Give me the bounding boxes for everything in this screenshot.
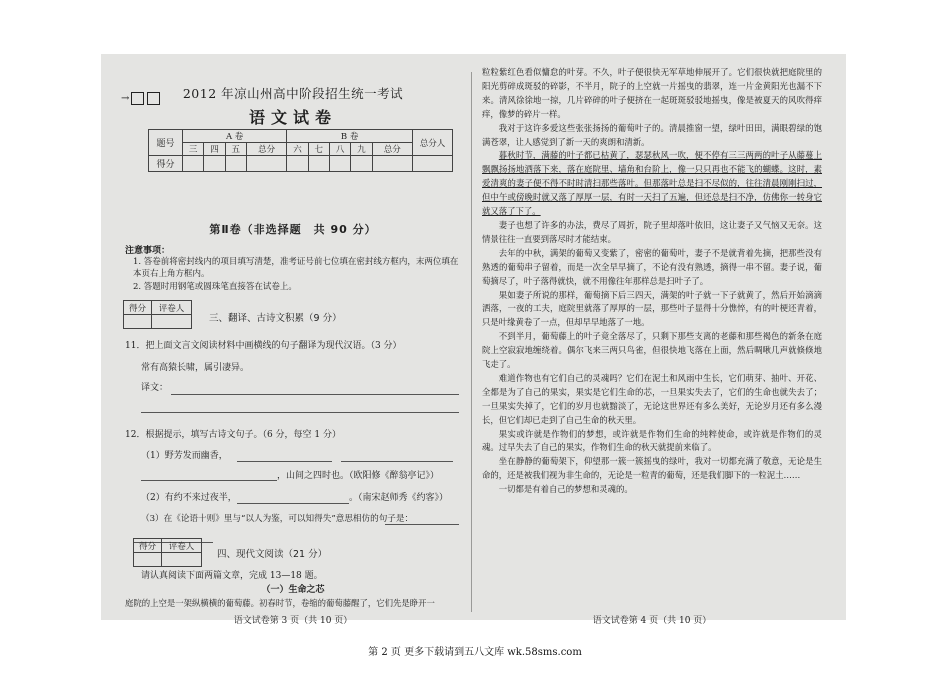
score-table [148, 129, 453, 172]
question-12: 12．根据提示，填写古诗文句子。（6 分，每空 1 分） [125, 430, 341, 440]
section-3-title: 三、翻译、古诗文积累（9 分） [209, 313, 342, 324]
grader-cell [124, 315, 152, 329]
question-12-1a: （1）野芳发而幽香， [141, 451, 228, 461]
page-footer: 语文试卷第 4 页（共 10 页） [592, 616, 712, 626]
score-cell [329, 156, 350, 172]
exam-page-4 [482, 67, 822, 626]
grader-score-label: 得分 [124, 301, 152, 315]
score-row-label: 得分 [149, 156, 183, 172]
question-12-1b: ，山间之四时也。（欧阳修《醉翁亭记》） [277, 471, 440, 481]
score-col: 总分 [246, 143, 286, 156]
page-footer: 语文试卷第 3 页（共 10 页） [233, 616, 353, 626]
question-11-sentence: 常有高猿长啸，属引凄异。 [141, 363, 250, 373]
answer-blank[interactable] [341, 461, 453, 462]
essay-paragraph: 坐在静静的葡萄架下，仰望那一簇一簇摇曳的绿叶，我对一切都充满了敬意，无论是生命的，还是被我们视为非生命的，无论是一粒青的葡萄，还是我们脚下的一粒泥土…… [482, 456, 822, 481]
section-4-title: 四、现代文阅读（21 分） [217, 549, 328, 560]
essay-paragraph-underlined: 暮秋时节，满藤的叶子都已枯黄了，瑟瑟秋风一吹，便不停有三三两两的叶子从藤蔓上飘飘扬扬地洒落下来，落在庭院里、墙角和台阶上，像一只只再也不能飞的蝴蝶。这时，素爱清爽的妻子便不得不时时清扫那些落叶。但那落叶总是扫不尽似的，往往清晨刚刚扫过，但中午或傍晚时就又落了厚厚一层，有时一天扫了五遍，但还总是扫不净，仿佛你一转身它就又落了下了。 [482, 150, 822, 217]
question-number-label: 题号 [149, 130, 183, 156]
essay-paragraph: 去年的中秋，满架的葡萄又变紫了，密密的葡萄叶，妻子不是就背着先摘，把那些没有熟透的葡萄串子留着，而是一次全早早摘了，不论有没有熟透，摘得一串不留。妻子说，葡萄摘尽了，叶子落得就快，就不用像往年那样总是扫叶子了。 [482, 247, 822, 286]
download-caption: 第 2 页 更多下载请到五八文库 wk.58sms.com [368, 647, 582, 658]
note-item: 1. 答卷前将密封线内的项目填写清楚，准考证号前七位填在密封线方框内，末两位填在本页右上角方框内。 [133, 257, 459, 279]
exam-title: 2012 年凉山州高中阶段招生统一考试 [182, 86, 404, 101]
score-col: 八 [329, 143, 350, 156]
volume-a-header: A 卷 [183, 130, 287, 143]
score-col: 三 [183, 143, 204, 156]
paper-title: 语文试卷 [248, 108, 337, 127]
score-cell [413, 156, 453, 172]
essay-1-title: （一）生命之芯 [261, 585, 325, 595]
essay-paragraph: 不到半月，葡萄藤上的叶子竟全落尽了，只剩下那些支离的老藤和那些褐色的新条在庭院上空寂寂地缠绕着。偶尔飞来三两只鸟雀，但很快地飞落在上面，然后啁啾几声就倏倏地飞走了。 [482, 331, 822, 370]
essay-paragraph: 妻子也想了许多的办法，费尽了周折，院子里却落叶依旧，这让妻子又气恼又无奈。这情景往往一直要到落尽时才能结束。 [482, 219, 822, 244]
reading-intro: 请认真阅读下面两篇文章，完成 13—18 题。 [141, 571, 323, 581]
grader-cell [152, 315, 192, 329]
answer-blank[interactable] [141, 480, 277, 481]
score-col: 四 [204, 143, 225, 156]
essay-paragraph: 粒粒紫红色看似慵怠的叶芽。不久，叶子便很快无军草地伸展开了。它们很快就把庭院里的阳光剪碎成斑驳的碎影，不半月，院子的上空就一片摇曳的翡翠，连一片金黄阳光也漏不下来。清风徐徐地一掠，几片碎碎的叶子便挤在一起斑斑驳驳地摇曳，像是被夏天的风吹得痒痒，像梦的碎片一样。 [482, 67, 822, 119]
grader-reviewer-label: 评卷人 [162, 539, 202, 553]
answer-label: 译文： [141, 383, 169, 393]
total-person-header: 总分人 [413, 130, 453, 156]
score-col: 五 [225, 143, 246, 156]
score-cell [351, 156, 372, 172]
essay-paragraph: 果如妻子所说的那样，葡萄摘下后三四天，满架的叶子就一下子就黄了，然后开始滴滴洒落，一夜的工夫，庭院里就落了厚厚的一层，那些叶子显得十分憔悴，有的叶梗还青着，只是叶缘黄卷了一点，但却早早地落了一地。 [482, 289, 822, 328]
essay-body [482, 66, 822, 497]
essay-1-first-line: 庭院的上空是一架纵横横的葡萄藤。初春时节，卷缩的葡萄藤醒了，它们先是睁开一 [125, 598, 435, 608]
score-col: 七 [308, 143, 329, 156]
grader-cell [134, 553, 162, 567]
answer-blank[interactable] [237, 503, 349, 504]
grader-box [123, 300, 192, 329]
volume-b-header: B 卷 [287, 130, 413, 143]
question-12-3: （3）在《论语十则》里与“以人为鉴，可以知得失”意思相仿的句子是： [141, 514, 414, 524]
score-cell [204, 156, 225, 172]
answer-blank[interactable] [237, 461, 332, 462]
essay-paragraph: 一切都是有着自己的梦想和灵魂的。 [498, 484, 633, 495]
score-cell [287, 156, 308, 172]
score-col: 九 [351, 143, 372, 156]
score-cell [183, 156, 204, 172]
exam-page-3 [121, 72, 461, 626]
score-cell [372, 156, 412, 172]
grader-score-label: 得分 [134, 539, 162, 553]
grader-cell [162, 553, 202, 567]
question-12-2-source: 。（南宋赵师秀《约客》） [349, 493, 449, 503]
scanned-exam-spread [101, 54, 846, 626]
grader-reviewer-label: 评卷人 [152, 301, 192, 315]
page-divider [471, 72, 472, 612]
score-col: 六 [287, 143, 308, 156]
score-cell [308, 156, 329, 172]
answer-blank[interactable] [385, 524, 459, 525]
score-cell [225, 156, 246, 172]
part-title: 第Ⅱ卷（非选择题 共 90 分） [209, 223, 377, 236]
question-11: 11．把上面文言文阅读材料中画横线的句子翻译为现代汉语。（3 分） [125, 341, 402, 351]
grader-box [133, 538, 202, 567]
arrow-icon: → [121, 93, 129, 104]
essay-paragraph: 难道作物也有它们自己的灵魂吗？它们在泥土和风雨中生长，它们萌芽、抽叶、开花、全都是为了自己的果实，果实是它们生命的芯，一旦果实失去了，它们的生命也就失去了；一旦果实失掉了，它们的岁月也就黯淡了，无论这世界还有多么美好，无论岁月还有多么漫长，但它们却已走到了自己生命的秋天里。 [482, 372, 822, 425]
question-12-2: （2）有约不来过夜半， [141, 493, 237, 503]
score-cell [246, 156, 286, 172]
note-item: 2. 答题时用钢笔或圆珠笔直接答在试卷上。 [133, 282, 297, 292]
score-col: 总分 [372, 143, 412, 156]
notes-heading: 注意事项： [125, 246, 171, 256]
answer-line[interactable] [141, 412, 459, 413]
essay-paragraph: 我对于这许多爱这些张张扬扬的葡萄叶子的。清晨推窗一望，绿叶田田，满眼碧绿的饱满苍翠，让人感觉到了新一天的爽朗和清新。 [482, 122, 822, 147]
answer-line[interactable] [171, 394, 459, 395]
essay-paragraph: 果实或许就是作物们的梦想，或许就是作物们生命的纯粹使命，或许就是作物们的灵魂。过早失去了自己的果实，作物们生命的秋天就提前来临了。 [482, 428, 822, 453]
